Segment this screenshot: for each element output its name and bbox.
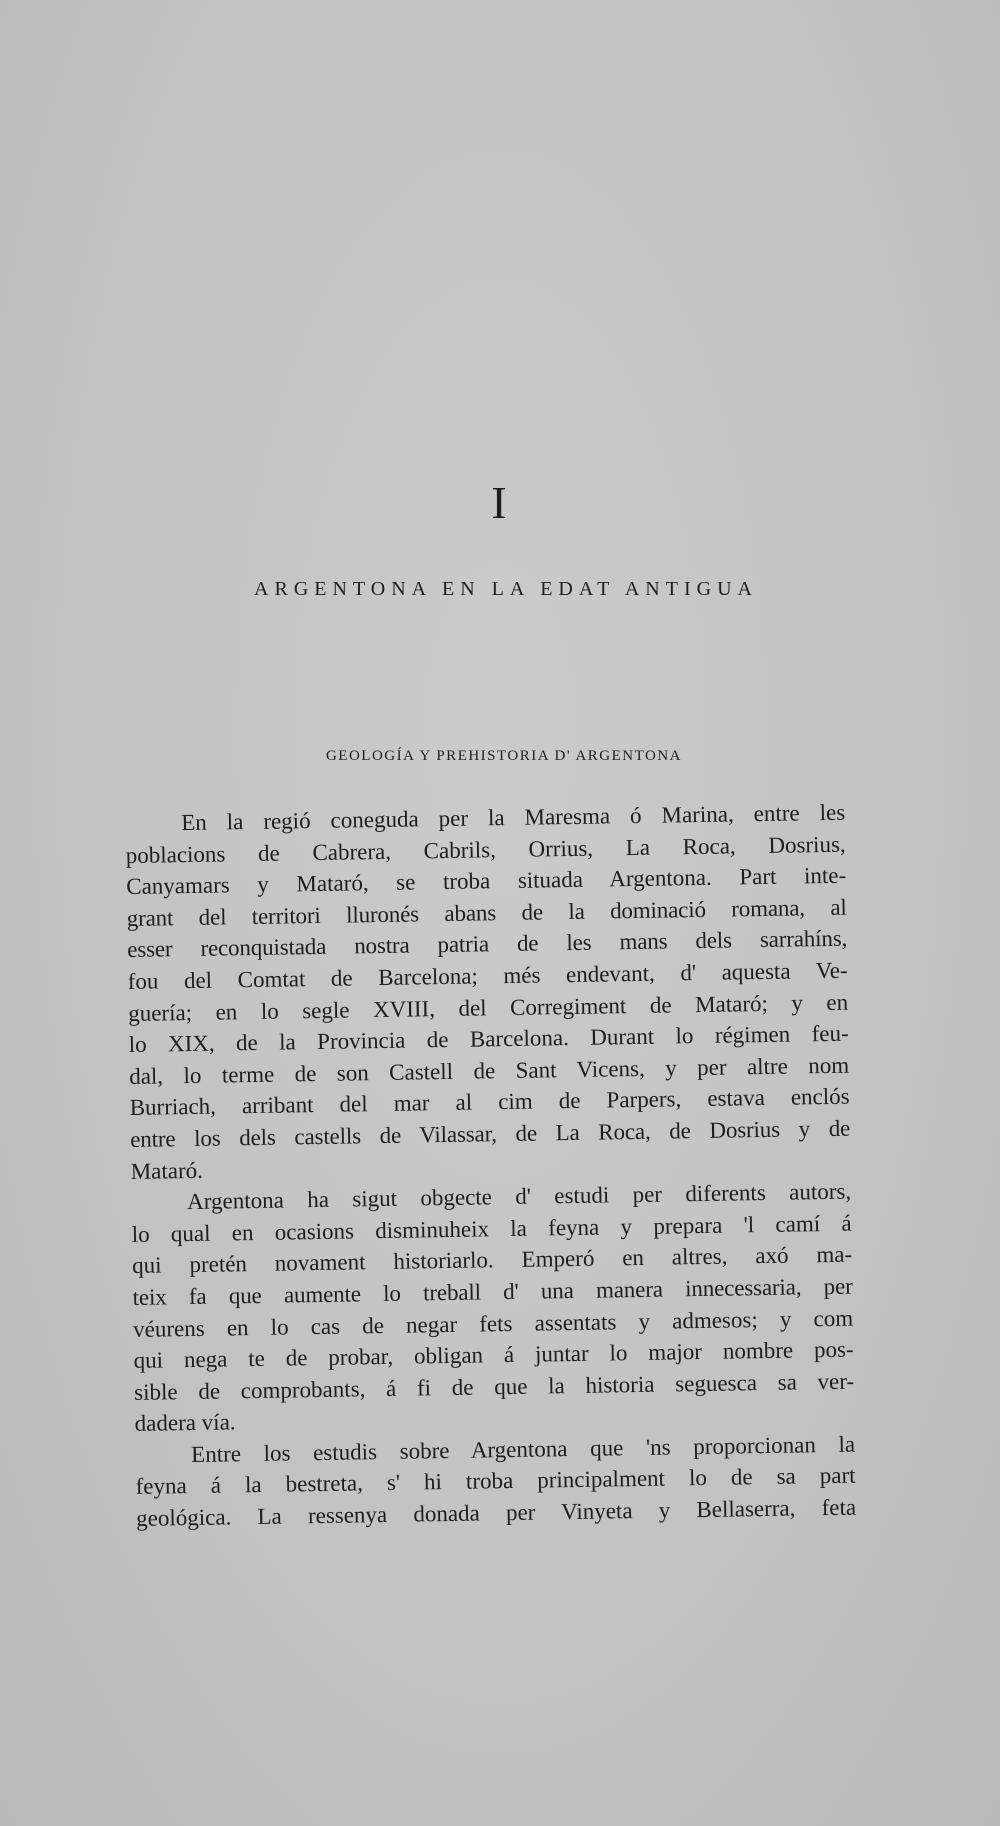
text-line: entre los dels castells de Vilassar, de La Roca, de Dosrius y de [130, 1115, 851, 1152]
text-line: grant del territori lluronés abans de la dominació romana, al [126, 894, 847, 931]
text-line: En la regió coneguda per la Maresma ó Marina, entre les [181, 799, 846, 836]
text-line: feyna á la bestreta, s' hi troba principalment lo de sa part [135, 1463, 856, 1500]
text-line: poblacions de Cabrera, Cabrils, Orrius, La Roca, Dosrius, [125, 831, 846, 868]
text-line: véurens en lo cas de negar fets assentats y admesos; y com [132, 1305, 854, 1342]
text-line: teix fa que aumente lo treball d' una manera innecessaria, per [132, 1273, 853, 1310]
body-text [125, 797, 856, 1535]
text-line: qui nega te de probar, obligan á juntar lo major nombre pos- [133, 1336, 854, 1374]
text-line: qui pretén novament historiarlo. Emperó en altres, axó ma- [131, 1241, 853, 1279]
text-line: Mataró. [130, 1157, 204, 1184]
text-line: esser reconquistada nostra patria de les mans dels sarrahíns, [127, 926, 848, 963]
section-title: GEOLOGÍA Y PREHISTORIA D' ARGENTONA [325, 748, 683, 764]
text-line: geológica. La ressenya donada per Vinyeta y Bellaserra, feta [135, 1494, 857, 1531]
text-line: dadera vía. [134, 1409, 236, 1437]
text-line: Entre los estudis sobre Argentona que 'ns proporcionan la [190, 1431, 856, 1467]
text-line: guería; en lo segle XVIII, del Corregiment de Mataró; y en [128, 989, 849, 1026]
text-line: Argentona ha sigut obgecte d' estudi per diferents autors, [186, 1178, 852, 1215]
text-line: fou del Comtat de Barcelona; més endevant, d' aquesta Ve- [127, 957, 848, 994]
text-line: sible de comprobants, á fi de que la historia seguesca sa ver- [133, 1368, 855, 1405]
text-line: lo qual en ocasions disminuheix la feyna y prepara 'l camí á [131, 1210, 852, 1247]
text-line: dal, lo terme de son Castell de Sant Vicens, y per altre nom [129, 1052, 850, 1089]
chapter-number: I [491, 477, 509, 528]
chapter-title: ARGENTONA EN LA EDAT ANTIGUA [254, 578, 758, 600]
text-line: lo XIX, de la Provincia de Barcelona. Durant lo régimen feu- [128, 1020, 849, 1058]
text-line: Burriach, arribant del mar al cim de Parpers, estava enclós [129, 1083, 850, 1121]
text-line: Canyamars y Mataró, se troba situada Argentona. Part inte- [126, 862, 847, 900]
